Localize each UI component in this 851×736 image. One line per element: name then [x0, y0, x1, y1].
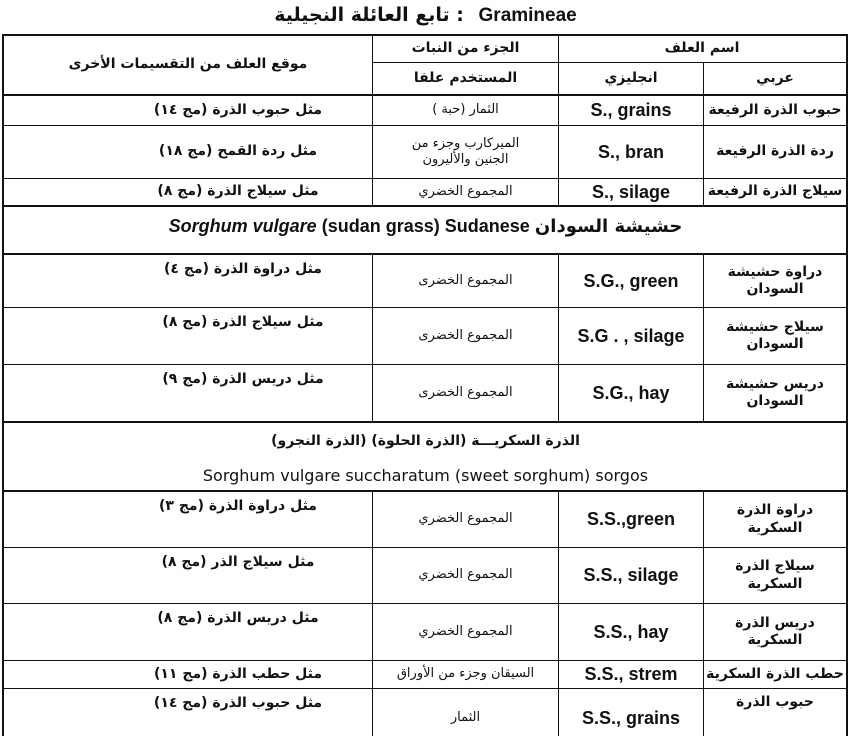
- cell-location: مثل دراوة الذرة (مج ٤): [164, 261, 322, 278]
- cell-english: S.S.,green: [586, 509, 676, 530]
- cell-english: S., silage: [591, 181, 671, 202]
- header-english: انجليزي: [604, 69, 658, 86]
- header-forage-name: اسم العلف: [664, 40, 740, 57]
- cell-english: S.S., silage: [583, 565, 679, 586]
- cell-arabic: حبوب الذرة: [736, 694, 814, 711]
- cell-arabic: دراوة الذرة السكرية: [736, 502, 814, 536]
- cell-location: مثل سيلاج الذرة (مج ٨): [162, 314, 324, 331]
- cell-location: مثل ردة القمح (مج ١٨): [158, 143, 318, 160]
- cell-part: المجموع الخضري: [418, 183, 513, 199]
- cell-arabic: سيلاج الذرة الرفيعة: [707, 183, 843, 200]
- cell-arabic: سيلاج حشيشة السودان: [726, 318, 824, 352]
- cell-part: الميركارب وجزء من الجنين والأليرون: [411, 135, 520, 167]
- cell-english: S., bran: [597, 141, 664, 162]
- cell-arabic: ردة الذرة الرفيعة: [716, 143, 834, 160]
- cell-part: المجموع الخضري: [418, 567, 513, 583]
- page-title: [0, 4, 851, 27]
- cell-part: المجموع الخضرى: [418, 272, 513, 288]
- cell-location: مثل حبوب الذرة (مج ١٤): [153, 695, 323, 712]
- cell-part: السيقان وجزء من الأوراق: [396, 666, 535, 682]
- cell-english: S.S., strem: [584, 664, 678, 685]
- section-banner-sweet-sorghum-english: Sorghum vulgare succharatum (sweet sorghum) sorgos: [202, 466, 649, 485]
- cell-part: الثمار: [450, 709, 481, 725]
- header-arabic: عربي: [756, 69, 794, 86]
- banner1-english: (sudan grass) Sudanese: [321, 216, 530, 236]
- header-location: موقع العلف من التقسيمات الأخرى: [68, 56, 308, 73]
- cell-arabic: حطب الذرة السكرية: [706, 665, 844, 682]
- cell-arabic: دريس الذرة السكرية: [735, 614, 815, 648]
- banner1-arabic: حشيشة السودان: [534, 216, 683, 237]
- cell-english: S.G., hay: [592, 382, 670, 403]
- section-banner-sudan-grass: [0, 216, 851, 237]
- cell-part: الثمار (حبة ): [432, 102, 499, 118]
- cell-location: مثل حطب الذرة (مج ١١): [153, 665, 323, 682]
- banner1-scientific: Sorghum vulgare: [168, 216, 317, 236]
- cell-part: المجموع الخضري: [418, 623, 513, 639]
- cell-arabic: دراوة حشيشة السودان: [727, 263, 823, 297]
- header-plant-part-1: الجزء من النبات: [411, 40, 520, 57]
- cell-location: مثل حبوب الذرة (مج ١٤): [153, 101, 323, 118]
- title-latin: Gramineae: [478, 5, 577, 26]
- cell-english: S.S., hay: [593, 621, 669, 642]
- section-banner-sweet-sorghum-arabic: الذرة السكريـــة (الذرة الحلوة) (الذرة النجرو): [271, 433, 580, 449]
- cell-location: مثل سيلاج الذرة (مج ٨): [157, 183, 319, 200]
- cell-location: مثل دريس الذرة (مج ٩): [162, 371, 324, 388]
- title-arabic: تابع العائلة النجيلية :: [274, 4, 464, 26]
- cell-part: المجموع الخضري: [418, 511, 513, 527]
- cell-location: مثل دريس الذرة (مج ٨): [157, 610, 319, 627]
- cell-location: مثل سيلاج الذر (مج ٨): [161, 554, 315, 571]
- cell-part: المجموع الخضرى: [418, 384, 513, 400]
- cell-english: S.G., green: [583, 270, 679, 291]
- cell-arabic: حبوب الذرة الرفيعة: [708, 101, 842, 118]
- cell-arabic: سيلاج الذرة السكرية: [735, 558, 815, 592]
- header-plant-part-2: المستخدم علفا: [413, 69, 518, 86]
- cell-part: المجموع الخضرى: [418, 327, 513, 343]
- cell-english: S.G . , silage: [577, 325, 685, 346]
- cell-arabic: دريس حشيشة السودان: [726, 375, 824, 409]
- cell-english: S.S., grains: [581, 707, 681, 728]
- cell-english: S., grains: [590, 100, 672, 121]
- cell-location: مثل دراوة الذرة (مج ٣): [159, 498, 317, 515]
